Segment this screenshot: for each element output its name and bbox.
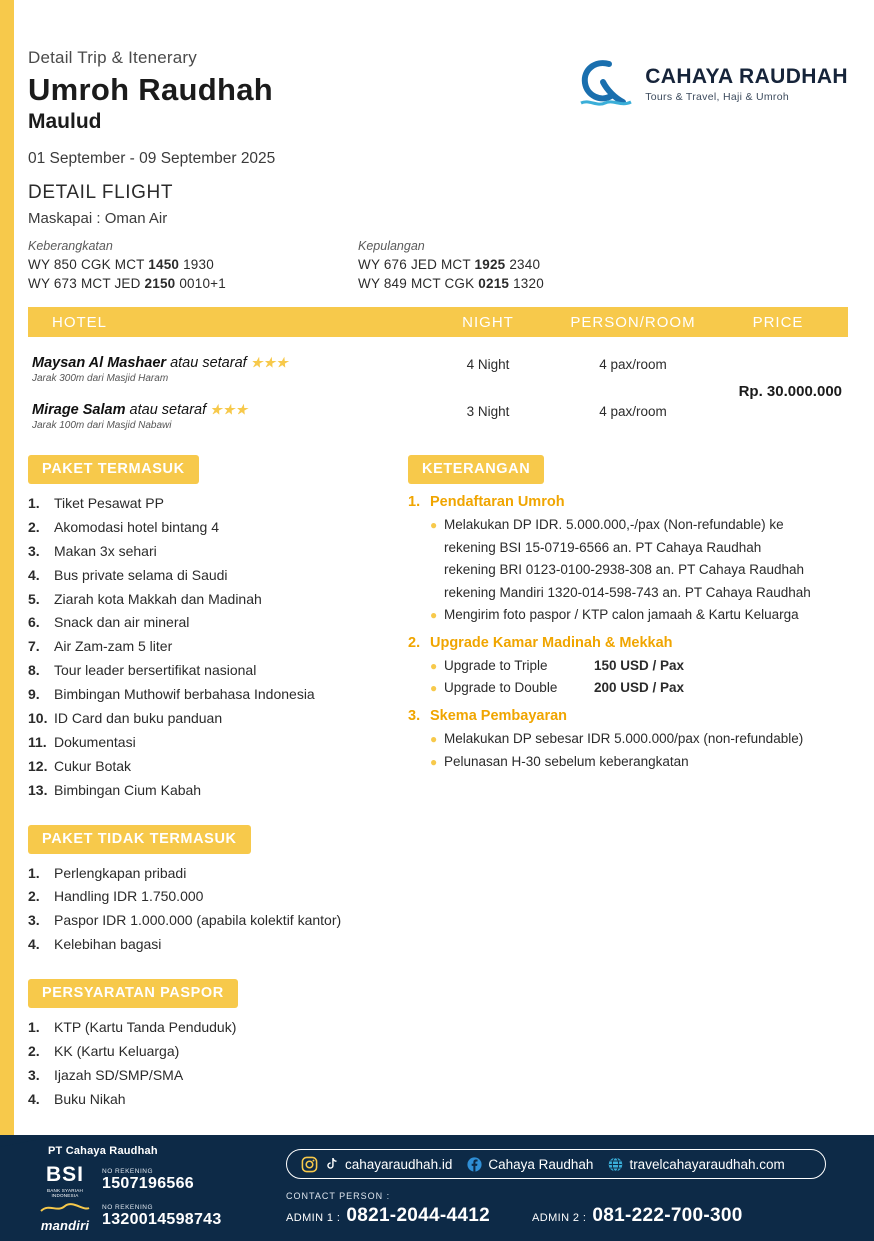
admin-2-label: ADMIN 2 : <box>532 1212 587 1224</box>
admin-1-phone: 0821-2044-4412 <box>346 1205 491 1226</box>
bank-account-number: 1320014598743 <box>102 1211 222 1228</box>
list-item-label: ID Card dan buku panduan <box>54 710 223 727</box>
column-header-hotel: HOTEL <box>52 313 108 331</box>
upgrade-price: 150 USD / Pax <box>594 657 685 673</box>
list-item-label: Bimbingan Cium Kabah <box>54 781 202 798</box>
page-subtitle: Maulud <box>28 110 102 133</box>
flight-section <box>28 182 848 291</box>
list-item-label: Kelebihan bagasi <box>54 936 162 953</box>
list-item: 12. Cukur Botak <box>28 759 408 774</box>
list-item: 9. Bimbingan Muthowif berbahasa Indonesia <box>28 687 408 702</box>
hotel-night: 4 Night <box>466 357 510 372</box>
bullet-text: Melakukan DP sebesar IDR 5.000.000/pax (non-refundable) <box>444 730 804 746</box>
facebook-name: Cahaya Raudhah <box>488 1156 594 1172</box>
list-item-label: Bus private selama di Saudi <box>54 566 228 583</box>
list-item: 4. Buku Nikah <box>28 1092 408 1107</box>
flight-code: WY 673 <box>28 276 77 291</box>
excluded-list <box>28 866 408 953</box>
contact-person-label: CONTACT PERSON : <box>286 1191 391 1201</box>
admin-2-phone: 081-222-700-300 <box>592 1205 743 1226</box>
flight-section-title: DETAIL FLIGHT <box>28 182 174 203</box>
brand-text <box>645 65 848 103</box>
flight-time-2: 1320 <box>513 276 544 291</box>
bullet-item <box>430 605 848 625</box>
website-url: travelcahayaraudhah.com <box>629 1156 785 1172</box>
bullet-dot-icon: ● <box>430 681 438 696</box>
mandiri-logo-text: mandiri <box>40 1218 90 1233</box>
list-item: 3. Makan 3x sehari <box>28 544 408 559</box>
column-header-person: PERSON/ROOM <box>570 313 696 331</box>
column-header-night: NIGHT <box>462 313 514 331</box>
keterangan-title-badge: KETERANGAN <box>408 455 544 484</box>
flight-code: WY 676 <box>358 257 407 272</box>
brand-logo-block <box>579 36 848 110</box>
hotel-stars-icon: ★★★ <box>250 355 289 370</box>
mandiri-logo-icon <box>34 1200 96 1233</box>
list-item-label: Tour leader bersertifikat nasional <box>54 662 257 679</box>
list-item: 1. KTP (Kartu Tanda Penduduk) <box>28 1020 408 1035</box>
hotel-stars-icon: ★★★ <box>210 402 249 417</box>
bank-row-mandiri <box>34 1200 264 1233</box>
page-title: Umroh Raudhah <box>28 72 274 107</box>
globe-icon <box>607 1156 624 1173</box>
social-instagram[interactable] <box>301 1156 452 1173</box>
flight-time-1: 1450 <box>148 257 180 272</box>
upgrade-label: Upgrade to Double <box>444 680 558 696</box>
instagram-icon <box>301 1156 318 1173</box>
passport-title-badge: PERSYARATAN PASPOR <box>28 979 238 1008</box>
departure-label: Keberangkatan <box>28 239 113 253</box>
list-item-label: Makan 3x sehari <box>54 542 157 559</box>
upgrade-label: Upgrade to Triple <box>444 657 548 673</box>
hotel-night: 3 Night <box>466 404 510 419</box>
contact-block <box>286 1191 846 1227</box>
instagram-handle: cahayaraudhah.id <box>345 1156 453 1172</box>
table-row <box>28 355 848 384</box>
list-item-label: Paspor IDR 1.000.000 (apabila kolektif kantor) <box>54 912 342 929</box>
document-footer <box>0 1135 874 1241</box>
flight-code: WY 849 <box>358 276 407 291</box>
upgrade-price: 200 USD / Pax <box>594 680 685 696</box>
list-item: 1. Perlengkapan pribadi <box>28 866 408 881</box>
bullet-dot-icon: ● <box>430 754 438 769</box>
hotel-table-body <box>28 337 848 431</box>
hotel-name-suffix: atau setaraf <box>170 355 247 371</box>
bullet-item <box>430 515 848 535</box>
bullet-text: rekening Mandiri 1320-014-598-743 an. PT Cahaya Raudhah <box>444 584 811 600</box>
list-item: 10. ID Card dan buku panduan <box>28 711 408 726</box>
flight-time-2: 0010+1 <box>179 276 226 291</box>
flight-route: JED MCT <box>410 257 471 272</box>
list-item: 11. Dokumentasi <box>28 735 408 750</box>
included-title-badge: PAKET TERMASUK <box>28 455 199 484</box>
bullet-text: Melakukan DP IDR. 5.000.000,-/pax (Non-refundable) ke <box>444 517 784 532</box>
bullet-dot-icon: ● <box>430 658 438 673</box>
trip-dates: 01 September - 09 September 2025 <box>28 150 276 167</box>
passport-list <box>28 1020 408 1107</box>
bank-row-bsi <box>34 1163 264 1198</box>
bullet-text: Mengirim foto paspor / KTP calon jamaah & Kartu Keluarga <box>444 607 799 623</box>
list-item: 5. Ziarah kota Makkah dan Madinah <box>28 592 408 607</box>
brand-tagline: Tours & Travel, Haji & Umroh <box>645 91 789 103</box>
flight-time-1: 1925 <box>474 257 506 272</box>
bullet-item <box>430 729 848 749</box>
section-heading: Upgrade Kamar Madinah & Mekkah <box>430 634 673 651</box>
bullet-item <box>430 678 848 698</box>
bullet-dot-icon: ● <box>430 608 438 623</box>
list-item-label: KK (Kartu Keluarga) <box>54 1043 180 1060</box>
social-website[interactable] <box>607 1156 784 1173</box>
admin-1[interactable] <box>286 1205 490 1227</box>
cahaya-raudhah-logo-icon <box>579 58 635 110</box>
bullet-text: rekening BSI 15-0719-6566 an. PT Cahaya Raudhah <box>444 539 762 555</box>
bullet-item <box>444 560 848 580</box>
admin-1-label: ADMIN 1 : <box>286 1212 341 1224</box>
social-facebook[interactable] <box>466 1156 593 1173</box>
flight-time-1: 0215 <box>478 276 510 291</box>
package-price: Rp. 30.000.000 <box>738 383 842 400</box>
facebook-icon <box>466 1156 483 1173</box>
airline-name: Maskapai : Oman Air <box>28 210 168 227</box>
hotel-person-room: 4 pax/room <box>599 404 667 419</box>
list-item-label: KTP (Kartu Tanda Penduduk) <box>54 1019 237 1036</box>
bullet-text: Pelunasan H-30 sebelum keberangkatan <box>444 753 689 769</box>
hotel-name: Mirage Salam <box>32 402 126 418</box>
list-item: 4. Bus private selama di Saudi <box>28 568 408 583</box>
bullet-item <box>430 656 848 676</box>
list-item-label: Cukur Botak <box>54 757 132 774</box>
flight-row <box>358 257 688 272</box>
tiktok-icon <box>323 1156 340 1173</box>
list-item-label: Ijazah SD/SMP/SMA <box>54 1066 184 1083</box>
hotel-person-room: 4 pax/room <box>599 357 667 372</box>
list-item: 3. Ijazah SD/SMP/SMA <box>28 1068 408 1083</box>
keterangan-section-2 <box>408 635 848 698</box>
left-column <box>28 455 408 1116</box>
bank-account-number: 1507196566 <box>102 1175 194 1192</box>
company-name: PT Cahaya Raudhah <box>48 1145 158 1157</box>
norek-label: NO REKENING <box>102 1204 154 1211</box>
list-item-label: Akomodasi hotel bintang 4 <box>54 518 219 535</box>
list-item-label: Handling IDR 1.750.000 <box>54 888 204 905</box>
hotel-name-suffix: atau setaraf <box>129 402 207 418</box>
header-kicker: Detail Trip & Itenerary <box>28 48 197 67</box>
return-column <box>358 239 688 291</box>
list-item: 2. Handling IDR 1.750.000 <box>28 889 408 904</box>
return-label: Kepulangan <box>358 239 425 253</box>
left-accent-bar <box>0 0 14 1241</box>
flight-time-2: 1930 <box>183 257 214 272</box>
bullet-text: rekening BRI 0123-0100-2938-308 an. PT Cahaya Raudhah <box>444 562 805 578</box>
list-item-label: Buku Nikah <box>54 1090 126 1107</box>
section-heading: Skema Pembayaran <box>430 707 568 724</box>
list-item-label: Bimbingan Muthowif berbahasa Indonesia <box>54 686 315 703</box>
table-row <box>28 402 848 431</box>
list-item: 1. Tiket Pesawat PP <box>28 496 408 511</box>
flight-route: MCT JED <box>80 276 141 291</box>
document-header <box>28 36 848 168</box>
flight-row <box>28 257 358 272</box>
keterangan-section-1 <box>408 494 848 625</box>
excluded-title-badge: PAKET TIDAK TERMASUK <box>28 825 251 854</box>
bullet-item <box>430 752 848 772</box>
section-number: 2. <box>408 634 421 651</box>
hotel-distance: Jarak 300m dari Masjid Haram <box>32 373 169 384</box>
bsi-logo-icon <box>34 1163 96 1198</box>
included-list <box>28 496 408 798</box>
bsi-logo-text: BSI <box>45 1163 84 1186</box>
admin-2[interactable] <box>532 1205 743 1227</box>
norek-label: NO REKENING <box>102 1168 154 1175</box>
bullet-item <box>444 583 848 603</box>
list-item-label: Snack dan air mineral <box>54 614 190 631</box>
list-item: 3. Paspor IDR 1.000.000 (apabila kolektif kantor) <box>28 913 408 928</box>
bullet-dot-icon: ● <box>430 731 438 746</box>
hotel-name: Maysan Al Mashaer <box>32 355 167 371</box>
list-item: 8. Tour leader bersertifikat nasional <box>28 663 408 678</box>
list-item: 6. Snack dan air mineral <box>28 615 408 630</box>
column-header-price: PRICE <box>752 313 804 331</box>
departure-column <box>28 239 358 291</box>
flight-route: CGK MCT <box>80 257 145 272</box>
flight-time-2: 2340 <box>509 257 541 272</box>
list-item-label: Air Zam-zam 5 liter <box>54 638 173 655</box>
list-item-label: Tiket Pesawat PP <box>54 495 164 511</box>
section-heading: Pendaftaran Umroh <box>430 494 565 510</box>
section-number: 3. <box>408 707 421 724</box>
section-number: 1. <box>408 494 421 510</box>
keterangan-section-3 <box>408 708 848 771</box>
flight-code: WY 850 <box>28 257 77 272</box>
header-text-block <box>28 36 275 168</box>
flight-time-1: 2150 <box>144 276 176 291</box>
list-item-label: Dokumentasi <box>54 733 136 750</box>
list-item-label: Perlengkapan pribadi <box>54 864 187 881</box>
bsi-logo-subtext: BANK SYARIAH INDONESIA <box>46 1188 83 1198</box>
list-item: 7. Air Zam-zam 5 liter <box>28 639 408 654</box>
right-column <box>408 455 848 1116</box>
hotel-distance: Jarak 100m dari Masjid Nabawi <box>32 420 172 431</box>
list-item: 2. KK (Kartu Keluarga) <box>28 1044 408 1059</box>
footer-bank-block <box>34 1145 264 1233</box>
flight-row <box>358 276 688 291</box>
bullet-dot-icon: ● <box>430 518 438 532</box>
list-item-label: Ziarah kota Makkah dan Madinah <box>54 590 262 607</box>
bullet-item <box>444 538 848 558</box>
brand-name: CAHAYA RAUDHAH <box>645 65 848 88</box>
list-item: 2. Akomodasi hotel bintang 4 <box>28 520 408 535</box>
social-media-bar <box>286 1149 826 1179</box>
flight-row <box>28 276 358 291</box>
hotel-table-header <box>28 307 848 337</box>
flight-route: MCT CGK <box>410 276 475 291</box>
list-item: 13. Bimbingan Cium Kabah <box>28 783 408 798</box>
list-item: 4. Kelebihan bagasi <box>28 937 408 952</box>
